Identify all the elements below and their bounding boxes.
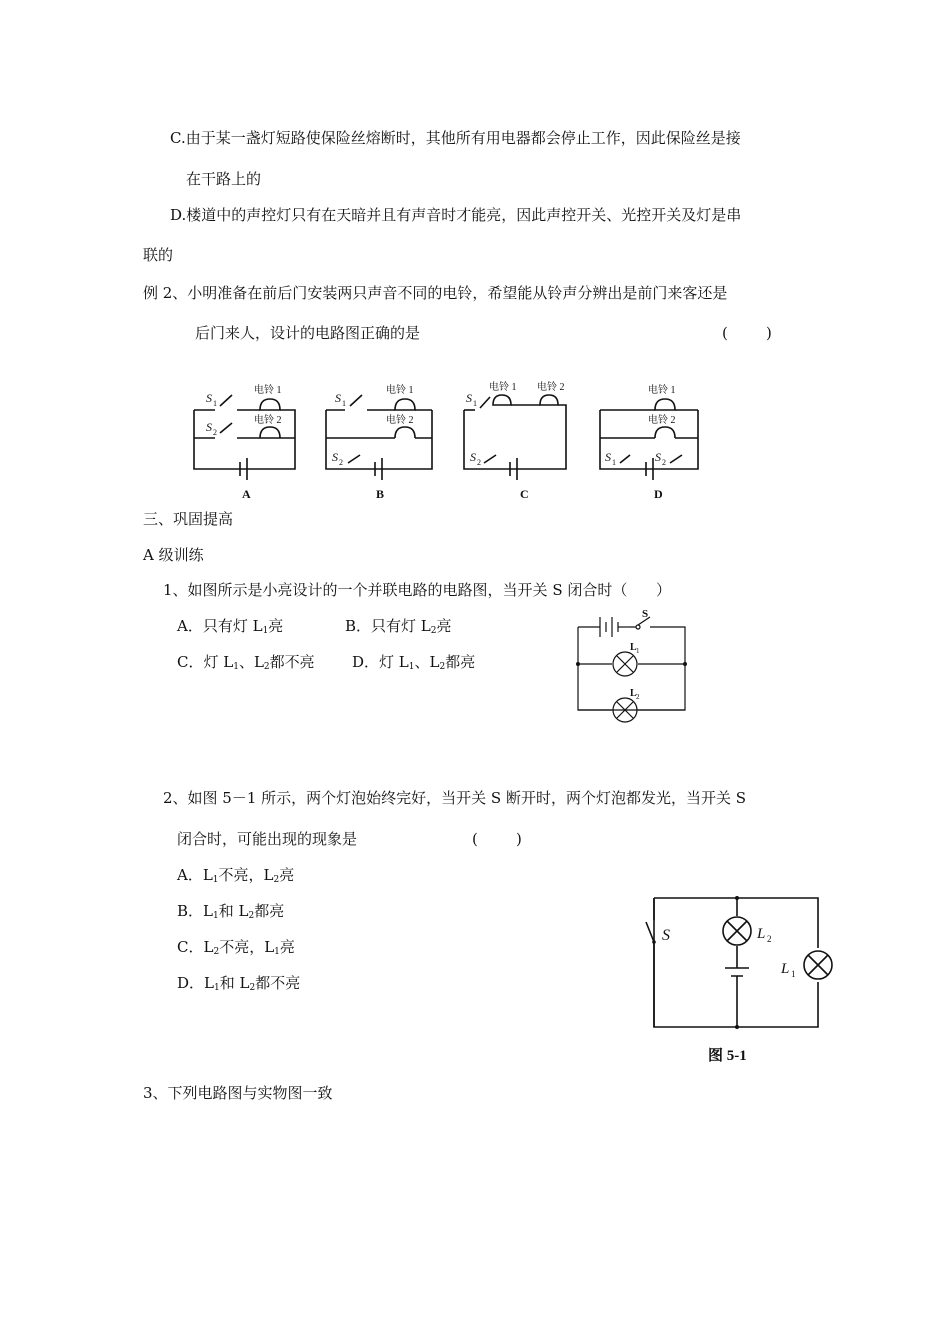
svg-text:1: 1 xyxy=(612,458,616,467)
svg-text:S: S xyxy=(466,391,472,405)
q1-circuit-figure xyxy=(570,605,695,735)
svg-text:2: 2 xyxy=(767,934,772,944)
option-d-line2: 联的 xyxy=(143,246,174,264)
svg-text:A: A xyxy=(242,487,251,501)
svg-text:1: 1 xyxy=(636,647,640,655)
svg-text:S: S xyxy=(642,608,649,620)
svg-text:L: L xyxy=(630,688,637,699)
circuit-d xyxy=(600,383,698,501)
svg-text:L: L xyxy=(757,926,766,942)
svg-text:电铃 1: 电铃 1 xyxy=(254,385,282,396)
svg-text:2: 2 xyxy=(339,458,343,467)
q1-option-a: A．只有灯 $L_1$亮 xyxy=(177,617,284,636)
svg-text:2: 2 xyxy=(213,428,217,437)
q2-answer-paren: ( ) xyxy=(472,830,522,848)
circuit-c xyxy=(464,380,566,501)
svg-text:2: 2 xyxy=(636,693,640,701)
svg-text:电铃 1: 电铃 1 xyxy=(648,385,676,396)
q1-option-d: D．灯 $L_1$、$L_2$都亮 xyxy=(352,653,476,672)
q1-option-c: C．灯 $L_1$、$L_2$都不亮 xyxy=(177,653,315,672)
q1-option-b: B．只有灯 $L_2$亮 xyxy=(345,617,452,636)
svg-text:S: S xyxy=(206,420,212,434)
q2-option-c: C．$L_2$不亮，$L_1$亮 xyxy=(177,938,295,957)
svg-text:电铃 2: 电铃 2 xyxy=(386,415,414,426)
svg-text:电铃 2: 电铃 2 xyxy=(648,415,676,426)
svg-text:2: 2 xyxy=(477,458,481,467)
svg-text:电铃 2: 电铃 2 xyxy=(254,415,282,426)
svg-text:C: C xyxy=(520,487,529,501)
svg-text:S: S xyxy=(206,391,212,405)
svg-text:图 5-1: 图 5-1 xyxy=(708,1048,747,1064)
section-title: 三、巩固提高 xyxy=(143,510,234,528)
example2-answer-paren: ( ) xyxy=(722,324,772,342)
svg-text:1: 1 xyxy=(213,399,217,408)
svg-text:1: 1 xyxy=(473,399,477,408)
example2-circuit-figure xyxy=(180,375,720,505)
q2-line2: 闭合时，可能出现的现象是 xyxy=(177,830,358,848)
svg-text:1: 1 xyxy=(342,399,346,408)
q1-stem: 1、如图所示是小亮设计的一个并联电路的电路图，当开关 S 闭合时（ ） xyxy=(163,581,671,599)
q3-stem: 3、下列电路图与实物图一致 xyxy=(143,1084,333,1102)
option-c-line1: C.由于某一盏灯短路使保险丝熔断时，其他所有用电器都会停止工作，因此保险丝是接 xyxy=(170,129,741,147)
q2-option-a: A．$L_1$不亮，$L_2$亮 xyxy=(177,866,295,885)
svg-text:电铃 1: 电铃 1 xyxy=(386,385,414,396)
example2-line1: 例 2、小明准备在前后门安装两只声音不同的电铃，希望能从铃声分辨出是前门来客还是 xyxy=(143,284,728,302)
q2-line1: 2、如图 5－1 所示，两个灯泡始终完好，当开关 S 断开时，两个灯泡都发光，当开关 S xyxy=(163,789,747,807)
svg-text:2: 2 xyxy=(662,458,666,467)
svg-text:电铃 2: 电铃 2 xyxy=(537,382,565,393)
q2-option-b: B．$L_1$和 $L_2$都亮 xyxy=(177,902,285,921)
svg-text:S: S xyxy=(335,391,341,405)
option-c-line2: 在干路上的 xyxy=(186,170,262,188)
svg-text:1: 1 xyxy=(791,969,796,979)
circuit-a xyxy=(194,383,295,501)
svg-text:S: S xyxy=(655,450,661,464)
svg-text:D: D xyxy=(654,487,663,501)
svg-text:S: S xyxy=(662,927,670,944)
q2-option-d: D．$L_1$和 $L_2$都不亮 xyxy=(177,974,301,993)
svg-text:L: L xyxy=(630,642,637,653)
circuit-b xyxy=(326,383,432,501)
svg-text:S: S xyxy=(605,450,611,464)
example2-line2: 后门来人，设计的电路图正确的是 xyxy=(195,324,421,342)
figure-5-1 xyxy=(640,890,845,1070)
svg-text:S: S xyxy=(470,450,476,464)
svg-text:S: S xyxy=(332,450,338,464)
svg-text:B: B xyxy=(376,487,385,501)
svg-text:电铃 1: 电铃 1 xyxy=(489,382,517,393)
option-d-line1: D.楼道中的声控灯只有在天暗并且有声音时才能亮，因此声控开关、光控开关及灯是串 xyxy=(170,206,742,224)
level-title: A 级训练 xyxy=(143,546,204,564)
svg-text:L: L xyxy=(781,961,790,977)
